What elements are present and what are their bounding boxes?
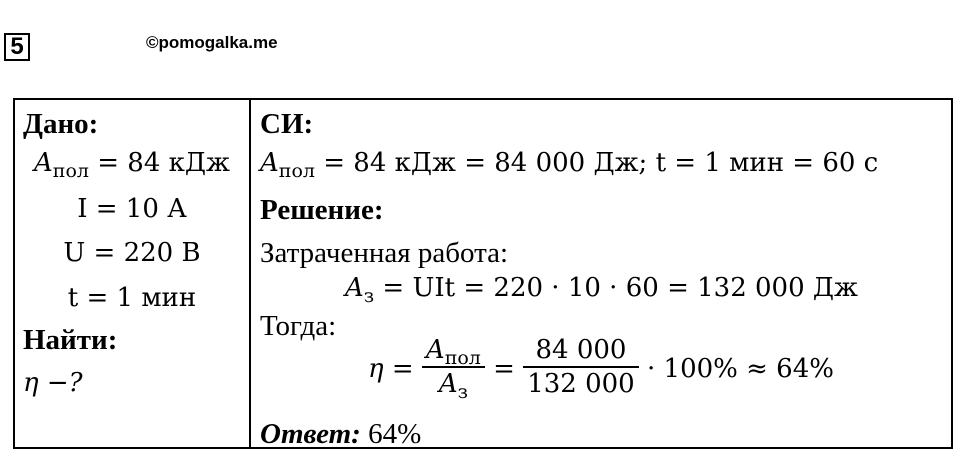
si-a-sub: пол	[278, 160, 315, 182]
given-a-sub: пол	[52, 160, 89, 182]
efficiency-tail: · 100% ≈ 64%	[647, 354, 834, 384]
watermark: ©pomogalka.me	[146, 33, 278, 52]
given-voltage: U = 220 В	[63, 238, 201, 268]
fraction-values	[523, 337, 639, 397]
si-line	[260, 148, 879, 182]
work-a-sub: з	[363, 285, 375, 307]
column-divider	[249, 100, 251, 447]
answer-label: Ответ:	[260, 418, 361, 450]
given-time: t = 1 мин	[67, 283, 197, 313]
si-heading: СИ:	[260, 108, 314, 140]
given-current: I = 10 А	[77, 194, 187, 224]
fraction-values-numerator: 84 000	[535, 335, 627, 365]
then-label: Тогда:	[260, 310, 337, 342]
work-formula-rest: = UIt = 220 · 10 · 60 = 132 000 Дж	[382, 273, 858, 303]
fraction-work-ratio-numerator: $A_{пол}$	[425, 335, 481, 369]
work-label: Затраченная работа:	[260, 237, 509, 269]
work-a-symbol: A	[345, 273, 364, 303]
given-heading: Дано:	[23, 108, 99, 140]
fraction-values-denominator: 132 000	[527, 369, 635, 399]
fraction-work-ratio-denominator: $A_з$	[438, 369, 468, 403]
given-a-symbol: A	[34, 148, 53, 178]
find-heading: Найти:	[23, 324, 118, 356]
efficiency-lhs: η =	[368, 354, 414, 384]
given-a-pol	[15, 148, 249, 182]
solution-table	[13, 98, 953, 449]
answer-value: 64%	[368, 418, 422, 450]
efficiency-formula	[368, 335, 834, 403]
solution-heading: Решение:	[260, 194, 384, 226]
work-formula	[345, 273, 858, 307]
efficiency-eq: =	[493, 354, 515, 384]
problem-number: 5	[4, 33, 30, 61]
answer-line	[260, 420, 421, 449]
si-line-rest: = 84 кДж = 84 000 Дж; t = 1 мин = 60 с	[323, 148, 879, 178]
find-value: η −?	[23, 368, 83, 398]
fraction-work-ratio	[422, 335, 485, 403]
si-a-symbol: A	[260, 148, 279, 178]
given-a-rest: = 84 кДж	[97, 148, 230, 178]
fraction-bar	[523, 366, 639, 368]
